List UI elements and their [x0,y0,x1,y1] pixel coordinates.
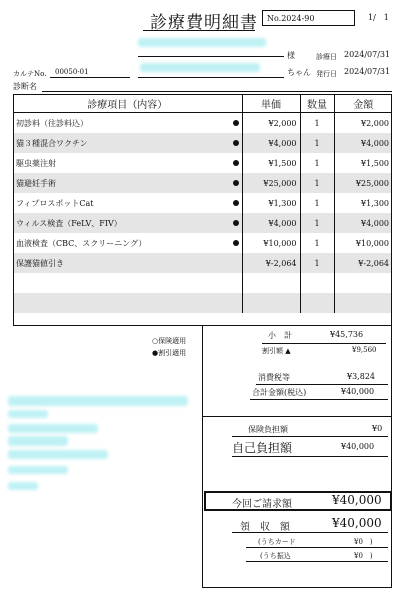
price-cell [242,293,300,313]
price-cell [242,153,300,173]
table-row [13,173,392,193]
item-cell [13,133,242,153]
amount-cell [334,153,392,173]
price-cell-text: ¥1,300 [268,198,297,208]
item-cell [13,293,242,313]
item-cell-text: 血液検査（CBC、スクリーニング） [16,238,147,248]
issue-date-label: 発行日 [316,70,337,78]
amount-cell-text: ¥-2,064 [358,258,389,268]
discount-mark-icon [233,240,239,246]
amount-cell [334,273,392,293]
discount-mark-icon [233,220,239,226]
header-qty: 数量 [300,94,334,113]
header-item: 診療項目（内容） [13,94,242,113]
qty-cell-text: 1 [314,258,320,268]
item-cell [13,213,242,233]
item-cell-text: 保護猫値引き [16,258,64,268]
self-pay-underline [232,456,388,457]
bill-value: ¥40,000 [332,493,382,507]
total-label: 合計金額(税込) [252,388,307,397]
table-row [13,153,392,173]
redacted-pet-name [140,63,260,72]
redacted-address-2 [8,436,68,446]
self-pay-label: 自己負担額 [232,441,293,455]
discount-mark-icon [233,160,239,166]
diagnosis-line [42,91,392,92]
qty-cell [300,173,334,193]
document-title: 診療費明細書 [150,13,258,33]
item-cell-text: フィプロスポットCat [16,198,94,208]
amount-cell-text: ¥25,000 [355,178,389,188]
price-cell [242,233,300,253]
divider-1 [202,416,392,417]
qty-cell [300,273,334,293]
tax-label: 消費税等 [258,373,290,382]
amount-cell [334,293,392,313]
amount-cell-text: ¥10,000 [355,238,389,248]
qty-cell [300,253,334,273]
discount-mark-icon [233,180,239,186]
amount-cell [334,193,392,213]
card-underline [246,547,388,548]
discount-mark-icon [233,200,239,206]
item-cell [13,253,242,273]
tax-value: ¥3,824 [347,372,375,381]
owner-name-line [138,56,284,57]
table-row [13,133,392,153]
transfer-underline [246,561,388,562]
redacted-phone [8,450,108,459]
bill-label: 今回ご請求額 [232,499,292,510]
qty-cell [300,293,334,313]
karte-label: カルテNo. [13,70,47,78]
summary-box [202,326,392,588]
table-row [13,293,392,313]
price-cell [242,273,300,293]
redacted-clinic-line [8,410,48,418]
redacted-owner-name [138,38,266,47]
price-cell-text: ¥2,000 [268,118,297,128]
qty-cell [300,133,334,153]
price-cell-text: ¥10,000 [263,238,297,248]
item-cell-text: 猫３種混合ワクチン [16,138,88,148]
received-value: ¥40,000 [332,516,382,530]
subtotal-underline [262,343,386,344]
price-cell [242,173,300,193]
price-cell-text: ¥25,000 [263,178,297,188]
transfer-label: (うち振込 [260,552,291,560]
received-underline [232,532,388,533]
header-price: 単価 [242,94,300,113]
received-label: 領 収 額 [240,522,290,533]
price-cell [242,113,300,134]
qty-cell [300,113,334,134]
qty-cell-text: 1 [314,158,320,168]
table-header-row [13,94,392,113]
item-cell-text: 猫避妊手術 [16,178,56,188]
legend-insurance: ○保険適用 [152,337,187,345]
amount-cell [334,173,392,193]
discount-label: 割引額 ▲ [262,347,291,355]
amount-cell-text: ¥4,000 [361,138,389,148]
items-table [13,94,392,313]
item-cell [13,113,242,134]
total-value: ¥40,000 [341,387,375,396]
diagnosis-label: 診断名 [13,82,37,91]
amount-cell-text: ¥1,300 [361,198,389,208]
page-number: 1/ 1 [368,13,389,22]
discount-value: ¥9,560 [352,346,377,354]
insurance-label: 保険負担額 [248,425,288,434]
qty-cell [300,153,334,173]
item-cell [13,173,242,193]
amount-cell [334,213,392,233]
amount-cell [334,233,392,253]
amount-cell-text: ¥2,000 [361,118,389,128]
redacted-clinic-name [8,396,188,406]
table-row [13,213,392,233]
subtotal-value: ¥45,736 [330,330,364,339]
table-row [13,273,392,293]
redacted-misc [8,482,38,490]
qty-cell-text: 1 [314,218,320,228]
amount-cell [334,253,392,273]
qty-cell-text: 1 [314,138,320,148]
pet-name-line [138,77,284,78]
table-row [13,193,392,213]
qty-cell-text: 1 [314,198,320,208]
price-cell-text: ¥4,000 [268,138,297,148]
price-cell [242,193,300,213]
insurance-value: ¥0 [372,424,383,433]
sama-label: 様 [287,51,295,60]
qty-cell [300,193,334,213]
transfer-value: ¥0 ) [354,552,373,560]
title-underline [143,30,255,31]
discount-mark-icon [233,140,239,146]
self-pay-value: ¥40,000 [341,442,375,451]
item-cell-text: 駆虫薬注射 [16,158,56,168]
price-cell-text: ¥4,000 [268,218,297,228]
redacted-address [8,424,98,433]
table-row [13,253,392,273]
price-cell-text: ¥-2,064 [265,258,297,268]
amount-cell-text: ¥1,500 [361,158,389,168]
chan-label: ちゃん [287,68,311,77]
qty-cell-text: 1 [314,178,320,188]
card-label: (うちカード [258,538,296,546]
amount-cell [334,133,392,153]
item-cell [13,233,242,253]
visit-date: 2024/07/31 [344,50,391,59]
visit-date-label: 診療日 [316,53,337,61]
amount-cell [334,113,392,134]
amount-cell-text: ¥4,000 [361,218,389,228]
document-number: No.2024-90 [262,10,355,26]
karte-number: 00050-01 [55,68,89,76]
price-cell [242,253,300,273]
price-cell-text: ¥1,500 [268,158,297,168]
header-amount: 金額 [334,94,392,113]
subtotal-label: 小 計 [268,331,292,340]
card-value: ¥0 ) [354,538,373,546]
item-cell [13,153,242,173]
insurance-underline [232,436,388,437]
price-cell [242,213,300,233]
qty-cell [300,213,334,233]
qty-cell [300,233,334,253]
item-cell-text: 初診料（往診料込） [16,118,88,128]
legend-discount: ●割引適用 [152,349,187,357]
price-cell [242,133,300,153]
issue-date: 2024/07/31 [344,67,391,76]
item-cell-text: ウィルス検査（FeLV、FIV） [16,218,122,228]
redacted-fax [8,466,68,474]
table-row [13,113,392,134]
total-underline [250,399,388,400]
qty-cell-text: 1 [314,238,320,248]
item-cell [13,193,242,213]
tax-underline [256,384,388,385]
qty-cell-text: 1 [314,118,320,128]
item-cell [13,273,242,293]
table-row [13,233,392,253]
discount-mark-icon [233,120,239,126]
karte-line [50,77,130,78]
